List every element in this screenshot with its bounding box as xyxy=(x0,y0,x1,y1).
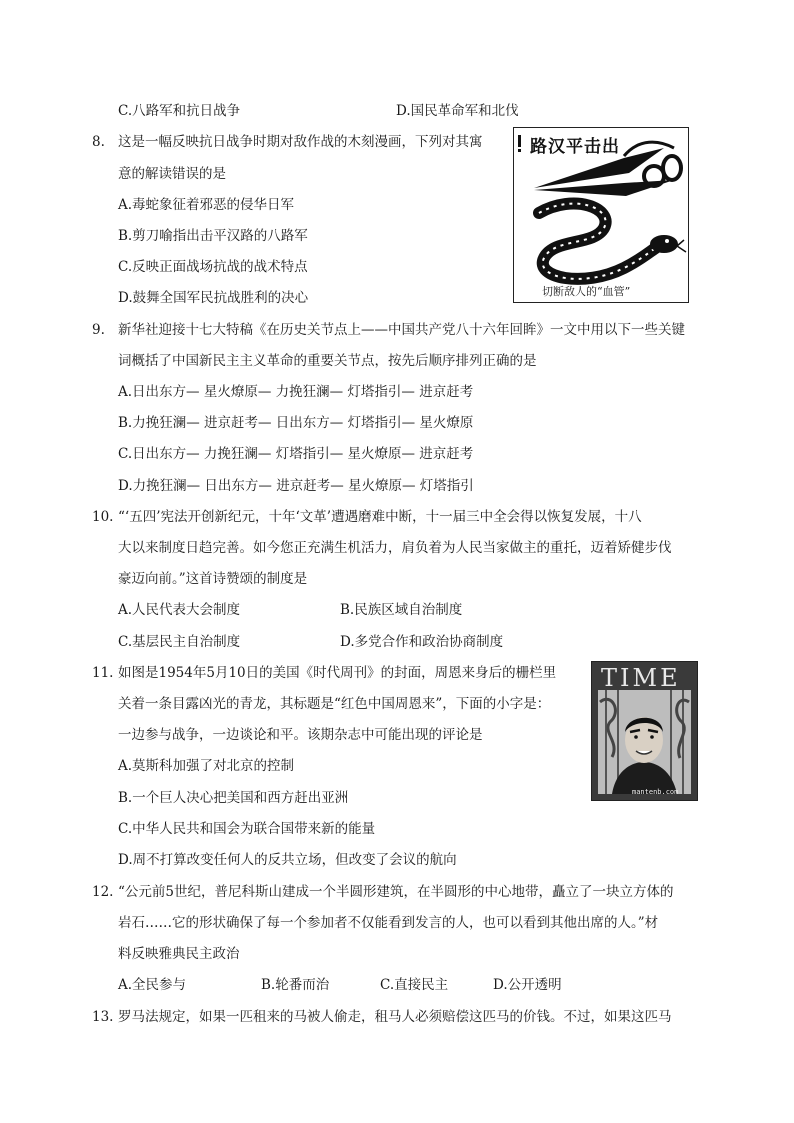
q12-stem-line2: 岩石……它的形状确保了每一个参加者不仅能看到发言的人，也可以看到其他出席的人。”材 xyxy=(118,915,659,931)
q13-stem-line1: 罗马法规定，如果一匹租来的马被人偷走，租马人必须赔偿这匹马的价钱。不过，如果这匹马 xyxy=(118,1009,672,1025)
q11-number: 11. xyxy=(92,665,114,681)
q9-stem-line2: 词概括了中国新民主主义革命的重要关节点，按先后顺序排列正确的是 xyxy=(118,353,537,369)
q11-stem-line3: 一边参与战争，一边谈论和平。该期杂志中可能出现的评论是 xyxy=(118,727,483,743)
woodcut-cartoon-figure xyxy=(513,127,689,303)
q10-option-a: A.人民代表大会制度 xyxy=(118,602,241,618)
q9-option-d: D.力挽狂澜— 日出东方— 进京赶考— 星火燎原— 灯塔指引 xyxy=(118,478,474,494)
q12-number: 12. xyxy=(92,884,114,900)
woodcut-title: 路汉平击出 xyxy=(530,137,620,157)
q8-stem-line1: 这是一幅反映抗日战争时期对敌作战的木刻漫画，下列对其寓 xyxy=(118,134,483,150)
q9-option-b: B.力挽狂澜— 进京赶考— 日出东方— 灯塔指引— 星火燎原 xyxy=(118,415,474,431)
time-masthead: TIME xyxy=(601,664,681,692)
woodcut-caption: 切断敌人的“血管” xyxy=(542,285,631,298)
q12-option-c: C.直接民主 xyxy=(380,977,449,993)
q11-option-d: D.周不打算改变任何人的反共立场，但改变了会议的航向 xyxy=(118,852,457,868)
q12-stem-line3: 料反映雅典民主政治 xyxy=(118,946,240,962)
q13-number: 13. xyxy=(92,1009,114,1025)
q10-stem-line2: 大以来制度日趋完善。如今您正充满生机活力，肩负着为人民当家做主的重托，迈着矫健步伐 xyxy=(118,540,672,556)
q10-number: 10. xyxy=(92,509,114,525)
q11-stem-line2: 关着一条目露凶光的青龙，其标题是“红色中国周恩来”，下面的小字是： xyxy=(118,696,551,712)
q10-option-b: B.民族区域自治制度 xyxy=(340,602,463,618)
cover-watermark: mantenb.com xyxy=(632,788,679,796)
q12-option-a: A.全民参与 xyxy=(118,977,187,993)
q12-option-d: D.公开透明 xyxy=(493,977,562,993)
q11-option-c: C.中华人民共和国会为联合国带来新的能量 xyxy=(118,821,376,837)
time-magazine-cover xyxy=(591,661,698,801)
q10-option-d: D.多党合作和政治协商制度 xyxy=(340,634,504,650)
q7-option-c: C.八路军和抗日战争 xyxy=(118,103,241,119)
q7-option-d: D.国民革命军和北伐 xyxy=(396,103,519,119)
q12-stem-line1: “公元前5世纪，普尼科斯山建成一个半圆形建筑，在半圆形的中心地带，矗立了一块立方体的 xyxy=(118,884,674,900)
q9-option-a: A.日出东方— 星火燎原— 力挽狂澜— 灯塔指引— 进京赶考 xyxy=(118,384,474,400)
q10-option-c: C.基层民主自治制度 xyxy=(118,634,241,650)
q11-option-a: A.莫斯科加强了对北京的控制 xyxy=(118,758,295,774)
q11-option-b: B.一个巨人决心把美国和西方赶出亚洲 xyxy=(118,790,349,806)
q11-stem-line1: 如图是1954年5月10日的美国《时代周刊》的封面，周恩来身后的栅栏里 xyxy=(118,665,557,681)
q9-number: 9. xyxy=(92,322,105,338)
q10-stem-line3: 豪迈向前。”这首诗赞颂的制度是 xyxy=(118,571,308,587)
q8-option-d: D.鼓舞全国军民抗战胜利的决心 xyxy=(118,290,309,306)
q8-stem-line2: 意的解读错误的是 xyxy=(118,166,226,182)
q9-option-c: C.日出东方— 力挽狂澜— 灯塔指引— 星火燎原— 进京赶考 xyxy=(118,446,474,462)
q8-option-c: C.反映正面战场抗战的战术特点 xyxy=(118,259,308,275)
q8-option-b: B.剪刀喻指出击平汉路的八路军 xyxy=(118,228,308,244)
q12-option-b: B.轮番而治 xyxy=(261,977,330,993)
q10-stem-line1: “‘五四’宪法开创新纪元，十年‘文革’遭遇磨难中断，十一届三中全会得以恢复发展，十八 xyxy=(118,509,642,525)
q8-option-a: A.毒蛇象征着邪恶的侵华日军 xyxy=(118,197,295,213)
q8-number: 8. xyxy=(92,134,105,150)
q9-stem-line1: 新华社迎接十七大特稿《在历史关节点上——中国共产党八十六年回眸》一文中用以下一些关键 xyxy=(118,322,685,338)
